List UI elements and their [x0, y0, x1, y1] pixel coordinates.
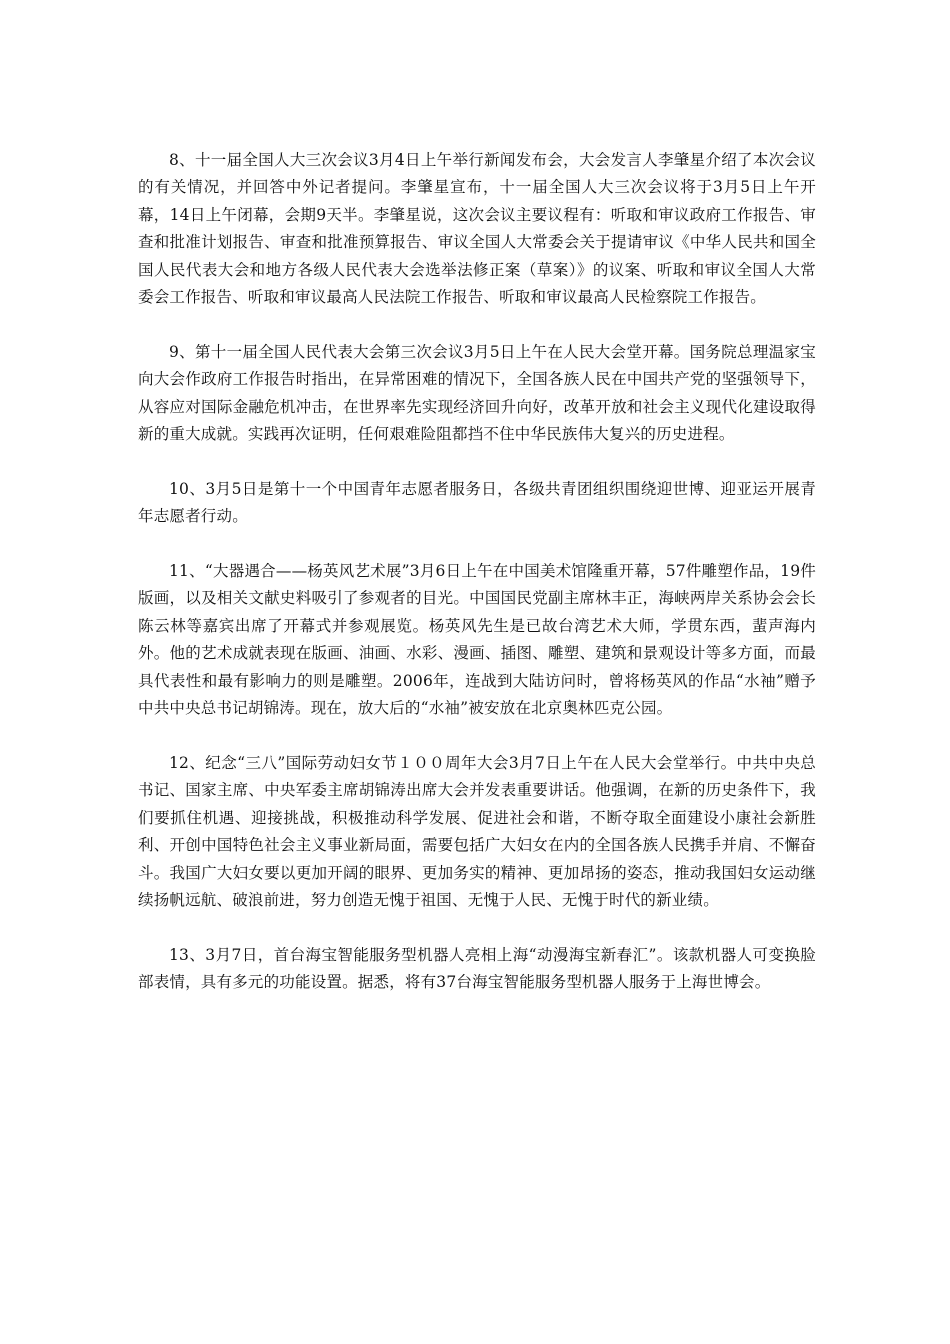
- news-item-12: 12、纪念“三八”国际劳动妇女节１００周年大会3月7日上午在人民大会堂举行。中共中央总书记、国家主席、中央军委主席胡锦涛出席大会并发表重要讲话。他强调，在新的历史条件下，我们要抓住机遇、迎接挑战，积极推动科学发展、促进社会和谐，不断夺取全面建设小康社会新胜利、开创中国特色社会主义事业新局面，需要包括广大妇女在内的全国各族人民携手并肩、不懈奋斗。我国广大妇女要以更加开阔的眼界、更加务实的精神、更加昂扬的姿态，推动我国妇女运动继续扬帆远航、破浪前进，努力创造无愧于祖国、无愧于人民、无愧于时代的新业绩。: [138, 753, 816, 909]
- news-item-9: 9、第十一届全国人民代表大会第三次会议3月5日上午在人民大会堂开幕。国务院总理温家宝向大会作政府工作报告时指出，在异常困难的情况下，全国各族人民在中国共产党的坚强领导下，从容应对国际金融危机冲击，在世界率先实现经济回升向好，改革开放和社会主义现代化建设取得新的重大成就。实践再次证明，任何艰难险阻都挡不住中华民族伟大复兴的历史进程。: [138, 342, 816, 444]
- news-item-13: 13、3月7日，首台海宝智能服务型机器人亮相上海“动漫海宝新春汇”。该款机器人可变换脸部表情，具有多元的功能设置。据悉，将有37台海宝智能服务型机器人服务于上海世博会。: [138, 945, 816, 992]
- news-item-8: 8、十一届全国人大三次会议3月4日上午举行新闻发布会，大会发言人李肇星介绍了本次会议的有关情况，并回答中外记者提问。李肇星宣布，十一届全国人大三次会议将于3月5日上午开幕，14日上午闭幕，会期9天半。李肇星说，这次会议主要议程有：听取和审议政府工作报告、审查和批准计划报告、审查和批准预算报告、审议全国人大常委会关于提请审议《中华人民共和国全国人民代表大会和地方各级人民代表大会选举法修正案（草案）》的议案、听取和审议全国人大常委会工作报告、听取和审议最高人民法院工作报告、听取和审议最高人民检察院工作报告。: [138, 151, 816, 307]
- document-body: [138, 147, 816, 1024]
- news-item-10: 10、3月5日是第十一个中国青年志愿者服务日，各级共青团组织围绕迎世博、迎亚运开展青年志愿者行动。: [138, 479, 816, 526]
- news-item-11: 11、“大器遇合——杨英风艺术展”3月6日上午在中国美术馆隆重开幕，57件雕塑作品，19件版画，以及相关文献史料吸引了参观者的目光。中国国民党副主席林丰正，海峡两岸关系协会会长陈云林等嘉宾出席了开幕式并参观展览。杨英风先生是已故台湾艺术大师，学贯东西，蜚声海内外。他的艺术成就表现在版画、油画、水彩、漫画、插图、雕塑、建筑和景观设计等多方面，而最具代表性和最有影响力的则是雕塑。2006年，连战到大陆访问时，曾将杨英风的作品“水袖”赠予中共中央总书记胡锦涛。现在，放大后的“水袖”被安放在北京奥林匹克公园。: [138, 562, 816, 718]
